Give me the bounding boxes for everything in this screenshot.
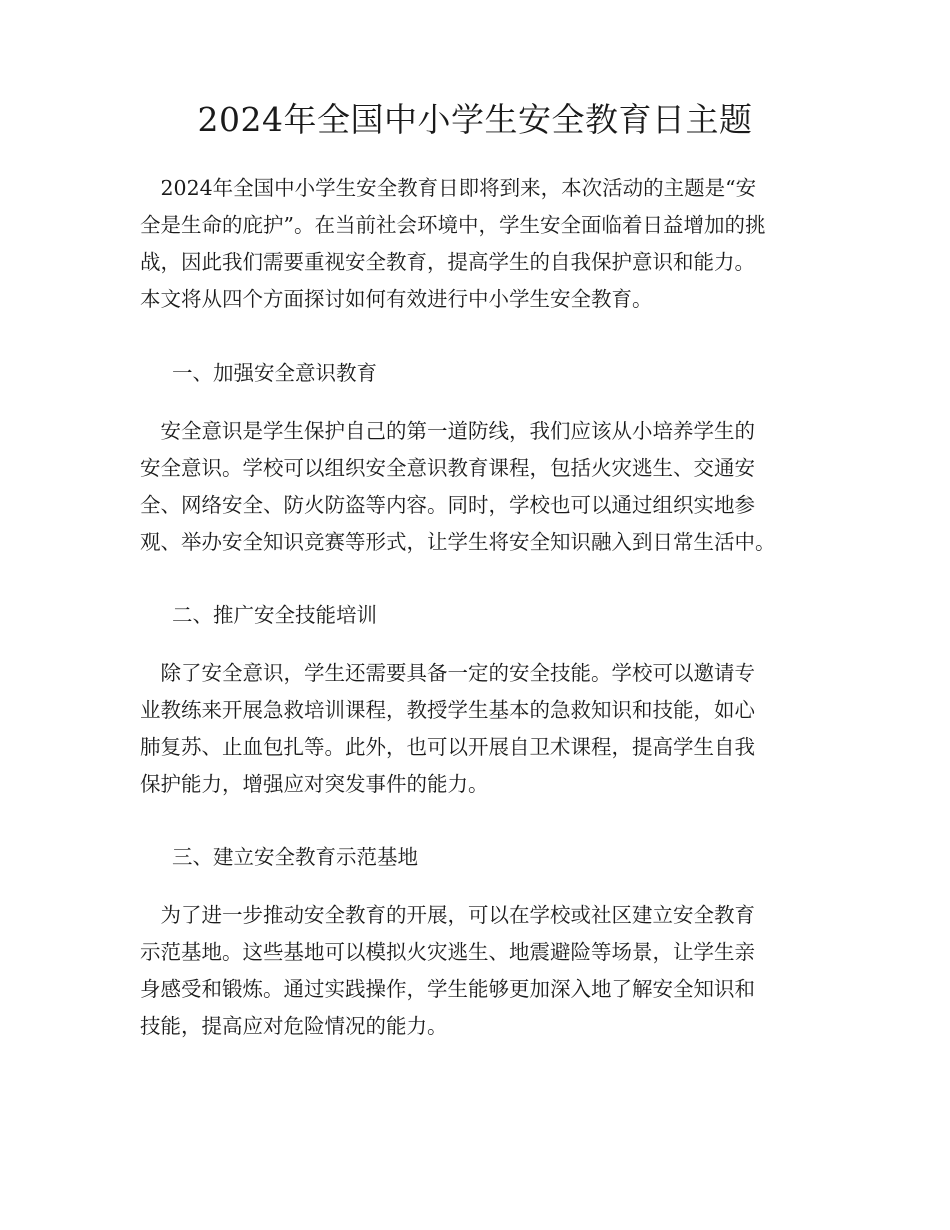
paragraph-line: 身感受和锻炼。通过实践操作，学生能够更加深入地了解安全知识和 [140,977,755,1001]
paragraph-line: 为了进一步推动安全教育的开展，可以在学校或社区建立安全教育 [140,903,755,927]
paragraph-line: 全、网络安全、防火防盗等内容。同时，学校也可以通过组织实地参 [140,493,755,517]
paragraph-line: 全是生命的庇护”。在当前社会环境中，学生安全面临着日益增加的挑 [140,213,766,237]
intro-paragraph [140,170,820,318]
section-3-paragraph [140,897,820,1045]
section-1-paragraph [140,413,820,561]
paragraph-line: 观、举办安全知识竞赛等形式，让学生将安全知识融入到日常生活中。 [140,530,776,554]
paragraph-line: 战，因此我们需要重视安全教育，提高学生的自我保护意识和能力。 [140,250,755,274]
paragraph-line: 安全意识。学校可以组织安全意识教育课程，包括火灾逃生、交通安 [140,456,755,480]
paragraph-line: 业教练来开展急救培训课程，教授学生基本的急救知识和技能，如心 [140,698,755,722]
document-title: 2024年全国中小学生安全教育日主题 [197,100,753,139]
section-2-paragraph [140,655,820,803]
paragraph-line: 安全意识是学生保护自己的第一道防线，我们应该从小培养学生的 [140,419,755,443]
paragraph-line: 肺复苏、止血包扎等。此外，也可以开展自卫术课程，提高学生自我 [140,735,755,759]
paragraph-line: 本文将从四个方面探讨如何有效进行中小学生安全教育。 [140,287,653,311]
section-heading-1: 一、加强安全意识教育 [172,361,377,385]
paragraph-line: 示范基地。这些基地可以模拟火灾逃生、地震避险等场景，让学生亲 [140,940,755,964]
paragraph-line: 除了安全意识，学生还需要具备一定的安全技能。学校可以邀请专 [140,661,755,685]
paragraph-line: 技能，提高应对危险情况的能力。 [140,1014,448,1038]
section-heading-2: 二、推广安全技能培训 [172,603,377,627]
paragraph-line: 2024年全国中小学生安全教育日即将到来，本次活动的主题是“安 [140,176,757,200]
paragraph-line: 保护能力，增强应对突发事件的能力。 [140,772,489,796]
section-heading-3: 三、建立安全教育示范基地 [172,845,418,869]
